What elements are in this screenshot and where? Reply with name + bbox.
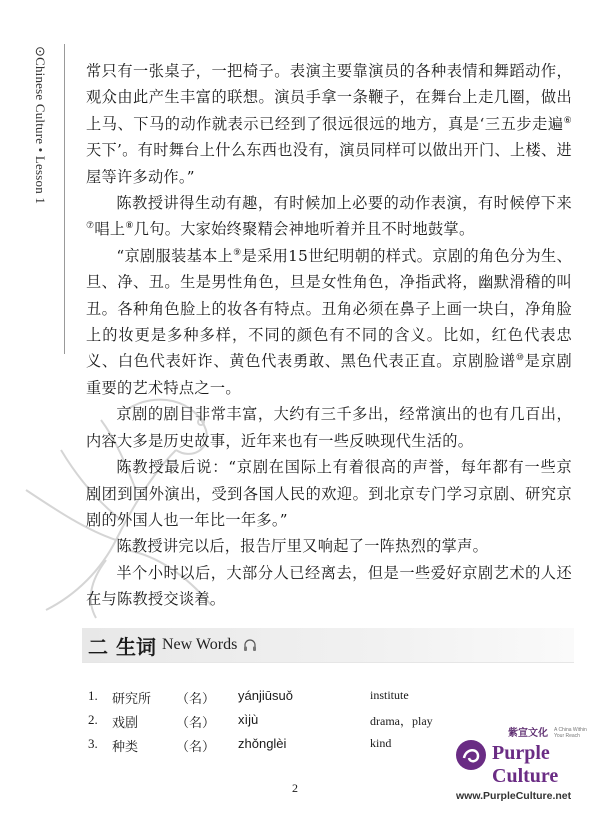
vocab-pos: （名） — [176, 740, 216, 755]
lesson-passage — [86, 58, 572, 613]
page-number: 2 — [292, 781, 298, 795]
headphone-icon[interactable] — [242, 637, 258, 653]
side-divider — [64, 44, 65, 354]
paragraph: 京剧的剧目非常丰富，大约有三千多出，经常演出的也有几百出，内容大多是历史故事，近年来也有一些反映现代生活的。 — [86, 405, 572, 450]
paragraph: “京剧服装基本上⑨是采用15世纪明朝的样式。京剧的角色分为生、旦、净、丑。生是男性角色，旦是女性角色，净指武将，幽默滑稽的叫丑。各种角色脸上的妆各有特点。丑角必须在鼻子上画一块白，净角脸上的妆更是多种多样，不同的颜色有不同的含义。比如，红色代表忠义、白色代表奸诈、黄色代表勇敢、黑色代表正直。京剧脸谱⑩是京剧重要的艺术特点之一。 — [86, 246, 573, 397]
vocab-row — [88, 712, 468, 736]
new-words-section-header — [82, 628, 574, 663]
vocabulary-list — [88, 688, 468, 760]
vocab-term: 种类 — [112, 740, 139, 755]
vocab-term: 戏剧 — [112, 716, 139, 731]
vocab-pinyin: zhǒnglèi — [238, 736, 287, 751]
vocab-row — [88, 688, 468, 712]
vocab-pos: （名） — [176, 716, 216, 731]
vocab-pinyin: yánjiūsuǒ — [238, 688, 293, 703]
vocab-pinyin: xìjù — [238, 712, 259, 727]
lesson-side-title: ⊙Chinese Culture • Lesson 1 — [33, 46, 48, 205]
paragraph: 陈教授讲完以后，报告厅里又响起了一阵热烈的掌声。 — [116, 537, 489, 556]
paragraph: 陈教授讲得生动有趣，有时候加上必要的动作表演，有时候停下来⑦唱上⑧几句。大家始终聚精会神地听着并且不时地鼓掌。 — [86, 194, 572, 239]
vocab-index: 3. — [88, 736, 98, 751]
watermark-brand: Purple Culture — [492, 742, 559, 787]
vocab-row — [88, 736, 468, 760]
vocab-pos: （名） — [176, 692, 216, 707]
paragraph: 常只有一张桌子，一把椅子。表演主要靠演员的各种表情和舞蹈动作，观众由此产生丰富的联想。演员手拿一条鞭子，在舞台上走几圈，做出上马、下马的动作就表示已经到了很远很远的地方，真是‘三五步走遍⑥天下’。有时舞台上什么东西也没有，演员同样可以做出开门、上楼、进屋等许多动作。” — [86, 62, 572, 186]
vocab-index: 1. — [88, 688, 98, 703]
section-title-en: New Words — [162, 636, 238, 653]
watermark-url[interactable]: www.PurpleCulture.net — [456, 790, 572, 802]
section-title: 生词 — [116, 634, 156, 659]
vocab-english: kind — [370, 736, 392, 750]
section-number: 二 — [88, 634, 108, 659]
watermark-tagline: A China Within Your Reach — [554, 727, 587, 739]
purple-culture-watermark — [452, 722, 592, 808]
vocab-term: 研究所 — [112, 692, 152, 707]
vocab-english: drama，play — [370, 714, 433, 728]
purple-culture-logo-icon — [454, 738, 488, 772]
paragraph: 陈教授最后说：“京剧在国际上有着很高的声誉，每年都有一些京剧团到国外演出，受到各国人民的欢迎。到北京专门学习京剧、研究京剧的外国人也一年比一年多。” — [86, 458, 572, 529]
vocab-index: 2. — [88, 712, 98, 727]
vocab-english: institute — [370, 688, 409, 702]
paragraph: 半个小时以后，大部分人已经离去，但是一些爱好京剧艺术的人还在与陈教授交谈着。 — [86, 563, 572, 609]
watermark-cn: 紫宣文化 — [508, 728, 548, 739]
